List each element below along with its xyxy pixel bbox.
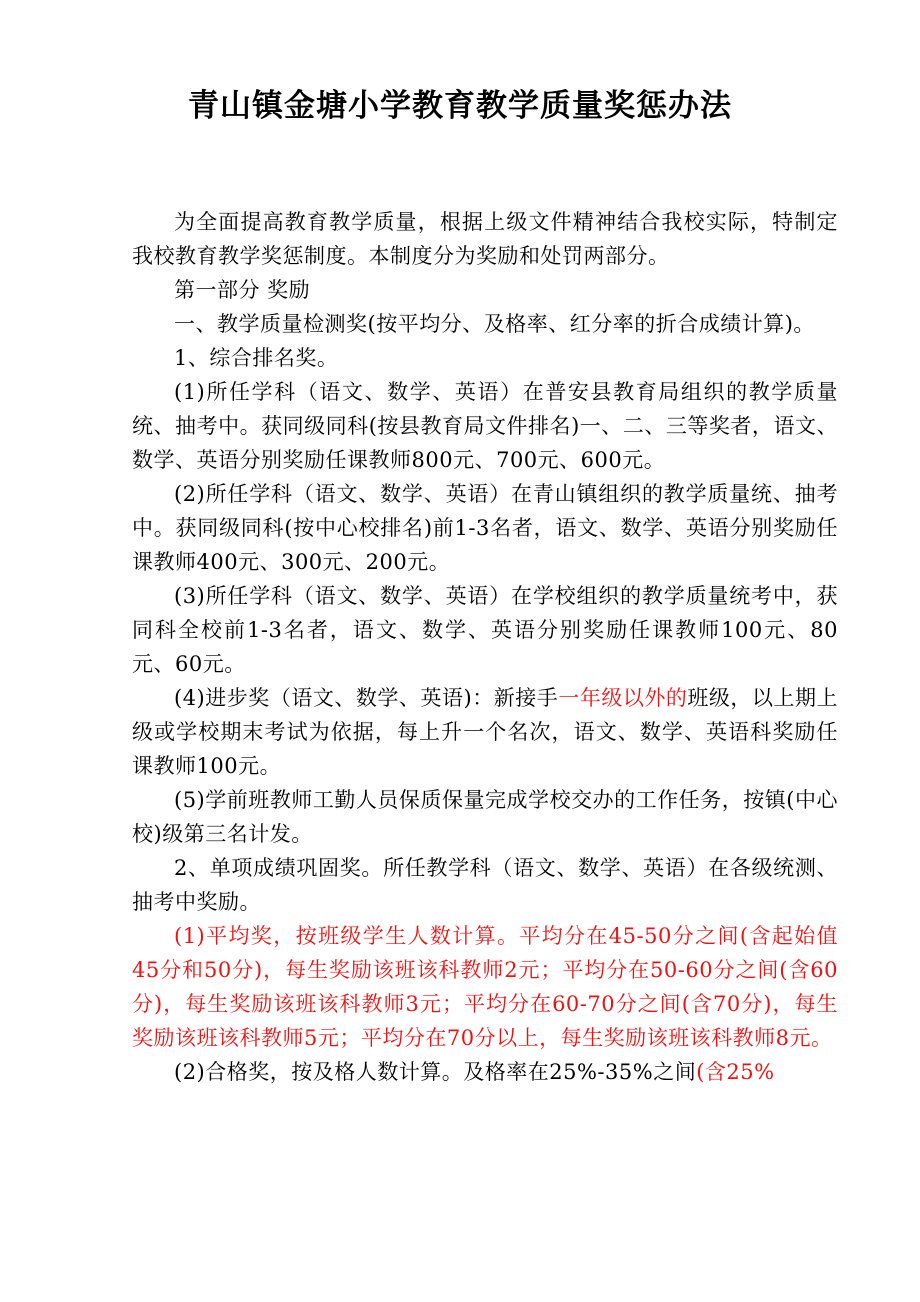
item-2-2-highlight: (含25% xyxy=(696,1060,775,1084)
section-one-heading: 一、教学质量检测奖(按平均分、及格率、红分率的折合成绩计算)。 xyxy=(174,312,815,336)
paragraph-item-2-2 xyxy=(132,1055,838,1089)
item-1-4-text-before: (4)进步奖（语文、数学、英语)：新接手 xyxy=(174,686,559,710)
document-title: 青山镇金塘小学教育教学质量奖惩办法 xyxy=(188,88,732,124)
paragraph-item-1-2: (2)所任学科（语文、数学、英语）在青山镇组织的教学质量统、抽考中。获同级同科(按中心校排名)前1-3名者，语文、数学、英语分别奖励任课教师400元、300元、200元。 xyxy=(132,482,838,574)
item-2-2-text-before: (2)合格奖，按及格人数计算。及格率在25%-35%之间 xyxy=(174,1060,697,1084)
item-1-4-highlight: 一年级以外的 xyxy=(558,686,688,710)
paragraph-intro: 为全面提高教育教学质量，根据上级文件精神结合我校实际，特制定我校教育教学奖惩制度。本制度分为奖励和处罚两部分。 xyxy=(132,210,838,268)
paragraph-item-2-1: (1)平均奖，按班级学生人数计算。平均分在45-50分之间(含起始值45分和50分)，每生奖励该班该科教师2元；平均分在50-60分之间(含60分)，每生奖励该班该科教师3元；平均分在60-70分之间(含70分)，每生奖励该班该科教师5元；平均分在70分以上，每生奖励该班该科教师8元。 xyxy=(132,924,838,1050)
item-1-4-text-after: 班级，以上期上级或学校期末考试为依据，每上升一个名次，语文、数学、英语科奖励任课教师100元。 xyxy=(132,686,838,778)
document-body xyxy=(132,205,838,1089)
paragraph-item-1-1: (1)所任学科（语文、数学、英语）在普安县教育局组织的教学质量统、抽考中。获同级同科(按县教育局文件排名)一、二、三等奖者，语文、数学、英语分别奖励任课教师800元、700元、600元。 xyxy=(132,380,838,472)
paragraph-item-1-4 xyxy=(132,681,838,783)
paragraph-item-1-3: (3)所任学科（语文、数学、英语）在学校组织的教学质量统考中，获同科全校前1-3名者，语文、数学、英语分别奖励任课教师100元、80元、60元。 xyxy=(132,584,838,676)
item-1-heading: 1、综合排名奖。 xyxy=(174,346,339,370)
paragraph-item-1-5: (5)学前班教师工勤人员保质保量完成学校交办的工作任务，按镇(中心校)级第三名计发。 xyxy=(132,788,838,846)
item-2-heading: 2、单项成绩巩固奖。所任教学科（语文、数学、英语）在各级统测、抽考中奖励。 xyxy=(132,856,838,914)
part-one-heading: 第一部分 奖励 xyxy=(174,278,311,302)
